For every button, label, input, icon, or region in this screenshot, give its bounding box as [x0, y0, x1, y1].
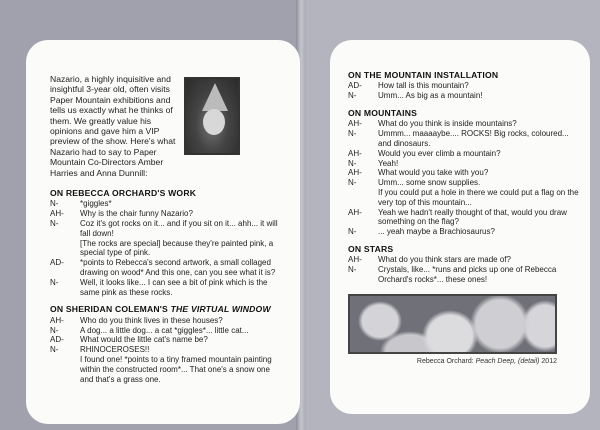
speaker-label: AD- — [50, 335, 64, 345]
speaker-label — [348, 188, 378, 208]
section-stars — [348, 244, 580, 285]
speaker-label: N- — [348, 91, 357, 101]
dialogue-text: [The rocks are special] because they're painted pink, a special type of pink. — [80, 238, 274, 258]
speaker-label: N- — [348, 178, 357, 188]
dialogue-text: I found one! *points to a tiny framed mountain painting within the constructed room*... That one's a snow one and that's a grass one. — [80, 355, 272, 384]
intro-block — [50, 74, 284, 178]
section-mountain-installation — [348, 70, 580, 101]
section-rebecca-orchard — [50, 188, 284, 297]
dialogue-text: Well, it looks like... I can see a bit of pink which is the same pink as these rocks. — [80, 277, 268, 297]
speaker-label: AH- — [348, 148, 362, 158]
dialogue-line — [348, 81, 580, 91]
dialogue-text: Crystals, like... *runs and picks up one of Rebecca Orchard's rocks*... these ones! — [378, 265, 557, 284]
dialogue-line — [348, 265, 580, 285]
dialogue-line — [348, 129, 580, 149]
dialogue-line — [50, 199, 284, 209]
dialogue-text: Coz it's got rocks on it... and if you sit on it... ahh... it will fall down! — [80, 219, 278, 238]
dialogue-line — [348, 188, 580, 208]
speaker-label: N- — [50, 199, 59, 209]
dialogue-text: What do you think is inside mountains? — [378, 119, 517, 129]
caption-year: 2012 — [539, 357, 557, 365]
dialogue-text: Ummm... maaaaybe.... ROCKS! Big rocks, coloured... and dinosaurs. — [378, 129, 569, 148]
dialogue-text: *giggles* — [80, 199, 112, 209]
dialogue-line — [50, 326, 284, 336]
dialogue-line — [348, 149, 580, 159]
dialogue-line — [348, 178, 580, 188]
dialogue-text: Why is the chair funny Nazario? — [80, 209, 193, 219]
speaker-label: N- — [50, 325, 59, 335]
dialogue-line — [50, 335, 284, 345]
section-sheridan-coleman — [50, 304, 284, 384]
dialogue-line — [348, 208, 580, 228]
speaker-label: N- — [348, 227, 357, 237]
dialogue-line — [50, 345, 284, 355]
dialogue-line — [348, 119, 580, 129]
speaker-label: AH- — [348, 168, 362, 178]
section-heading — [50, 304, 284, 314]
photo-caption — [348, 357, 557, 366]
dialogue-text: What would you take with you? — [378, 168, 489, 178]
caption-title: Peach Deep, (detail) — [475, 357, 540, 365]
section-mountains — [348, 108, 580, 237]
right-page-content — [348, 70, 580, 366]
speaker-label: AH- — [50, 209, 64, 219]
speaker-label: N- — [50, 219, 59, 229]
dialogue-line — [348, 159, 580, 169]
speaker-label: N- — [50, 277, 59, 287]
speaker-label — [50, 355, 80, 384]
dialogue-text: Umm... As big as a mountain! — [378, 91, 483, 101]
dialogue-line — [50, 355, 284, 384]
dialogue-text: Yeah! — [378, 158, 399, 168]
dialogue-text: Umm... some snow supplies. — [378, 178, 481, 188]
dialogue-text: Yeah we hadn't really thought of that, would you draw something on the flag? — [378, 207, 567, 227]
dialogue-text: ... yeah maybe a Brachiosaurus? — [378, 227, 495, 237]
child-face — [203, 109, 225, 135]
dialogue-line — [348, 255, 580, 265]
speaker-label — [50, 239, 80, 259]
dialogue-line — [50, 278, 284, 298]
left-page-content — [50, 74, 284, 391]
dialogue-text: RHINOCEROSES!! — [80, 345, 150, 355]
dialogue-line — [50, 258, 284, 278]
intro-paragraph: Nazario, a highly inquisitive and insightful 3-year old, often visits Paper Mountain exhibitions and tells us exactly what he thinks of them. We greatly value his opinions and gave him a VIP preview of the show. Here's what Nazario had to say to Paper Mountain Co-Directors Amber Harries and Anna Dunnill: — [50, 74, 176, 178]
caption-artist: Rebecca Orchard: — [416, 357, 476, 365]
dialogue-text: A dog... a little dog... a cat *giggles*... little cat... — [80, 325, 249, 335]
dialogue-line — [50, 316, 284, 326]
speaker-label: N- — [348, 129, 357, 139]
section-heading: ON THE MOUNTAIN INSTALLATION — [348, 70, 499, 80]
section-heading: ON MOUNTAINS — [348, 108, 418, 118]
child-photo — [184, 77, 240, 155]
speaker-label: AD- — [50, 258, 64, 268]
speaker-label: AH- — [348, 119, 362, 129]
speaker-label: AD- — [348, 81, 362, 91]
dialogue-text: How tall is this mountain? — [378, 81, 469, 91]
speaker-label: N- — [50, 345, 59, 355]
speaker-label: AH- — [348, 255, 362, 265]
dialogue-line — [50, 219, 284, 239]
heading-text: ON SHERIDAN COLEMAN'S — [50, 304, 171, 315]
dialogue-line — [348, 91, 580, 101]
speaker-label: AH- — [348, 207, 362, 217]
dialogue-text: Who do you think lives in these houses? — [80, 315, 223, 325]
dialogue-text: What do you think stars are made of? — [378, 255, 511, 265]
dialogue-line — [348, 227, 580, 237]
party-hat — [202, 83, 228, 111]
speaker-label: AH- — [50, 315, 64, 325]
dialogue-line — [348, 168, 580, 178]
speaker-label: N- — [348, 158, 357, 168]
dialogue-line — [50, 239, 284, 259]
dialogue-text: If you could put a hole in there we could put a flag on the very top of this mountain... — [378, 187, 579, 207]
rocks-artwork-photo — [348, 294, 557, 354]
section-heading: ON REBECCA ORCHARD'S WORK — [50, 188, 197, 199]
section-heading: ON STARS — [348, 243, 394, 254]
heading-artwork-title: THE VIRTUAL WINDOW — [170, 304, 271, 315]
dialogue-line — [50, 209, 284, 219]
dialogue-text: What would the little cat's name be? — [80, 335, 208, 345]
speaker-label: N- — [348, 265, 357, 275]
dialogue-text: Would you ever climb a mountain? — [378, 148, 501, 158]
dialogue-text: *points to Rebecca's second artwork, a small collaged drawing on wood* And this one, can you see what it is? — [80, 258, 276, 278]
